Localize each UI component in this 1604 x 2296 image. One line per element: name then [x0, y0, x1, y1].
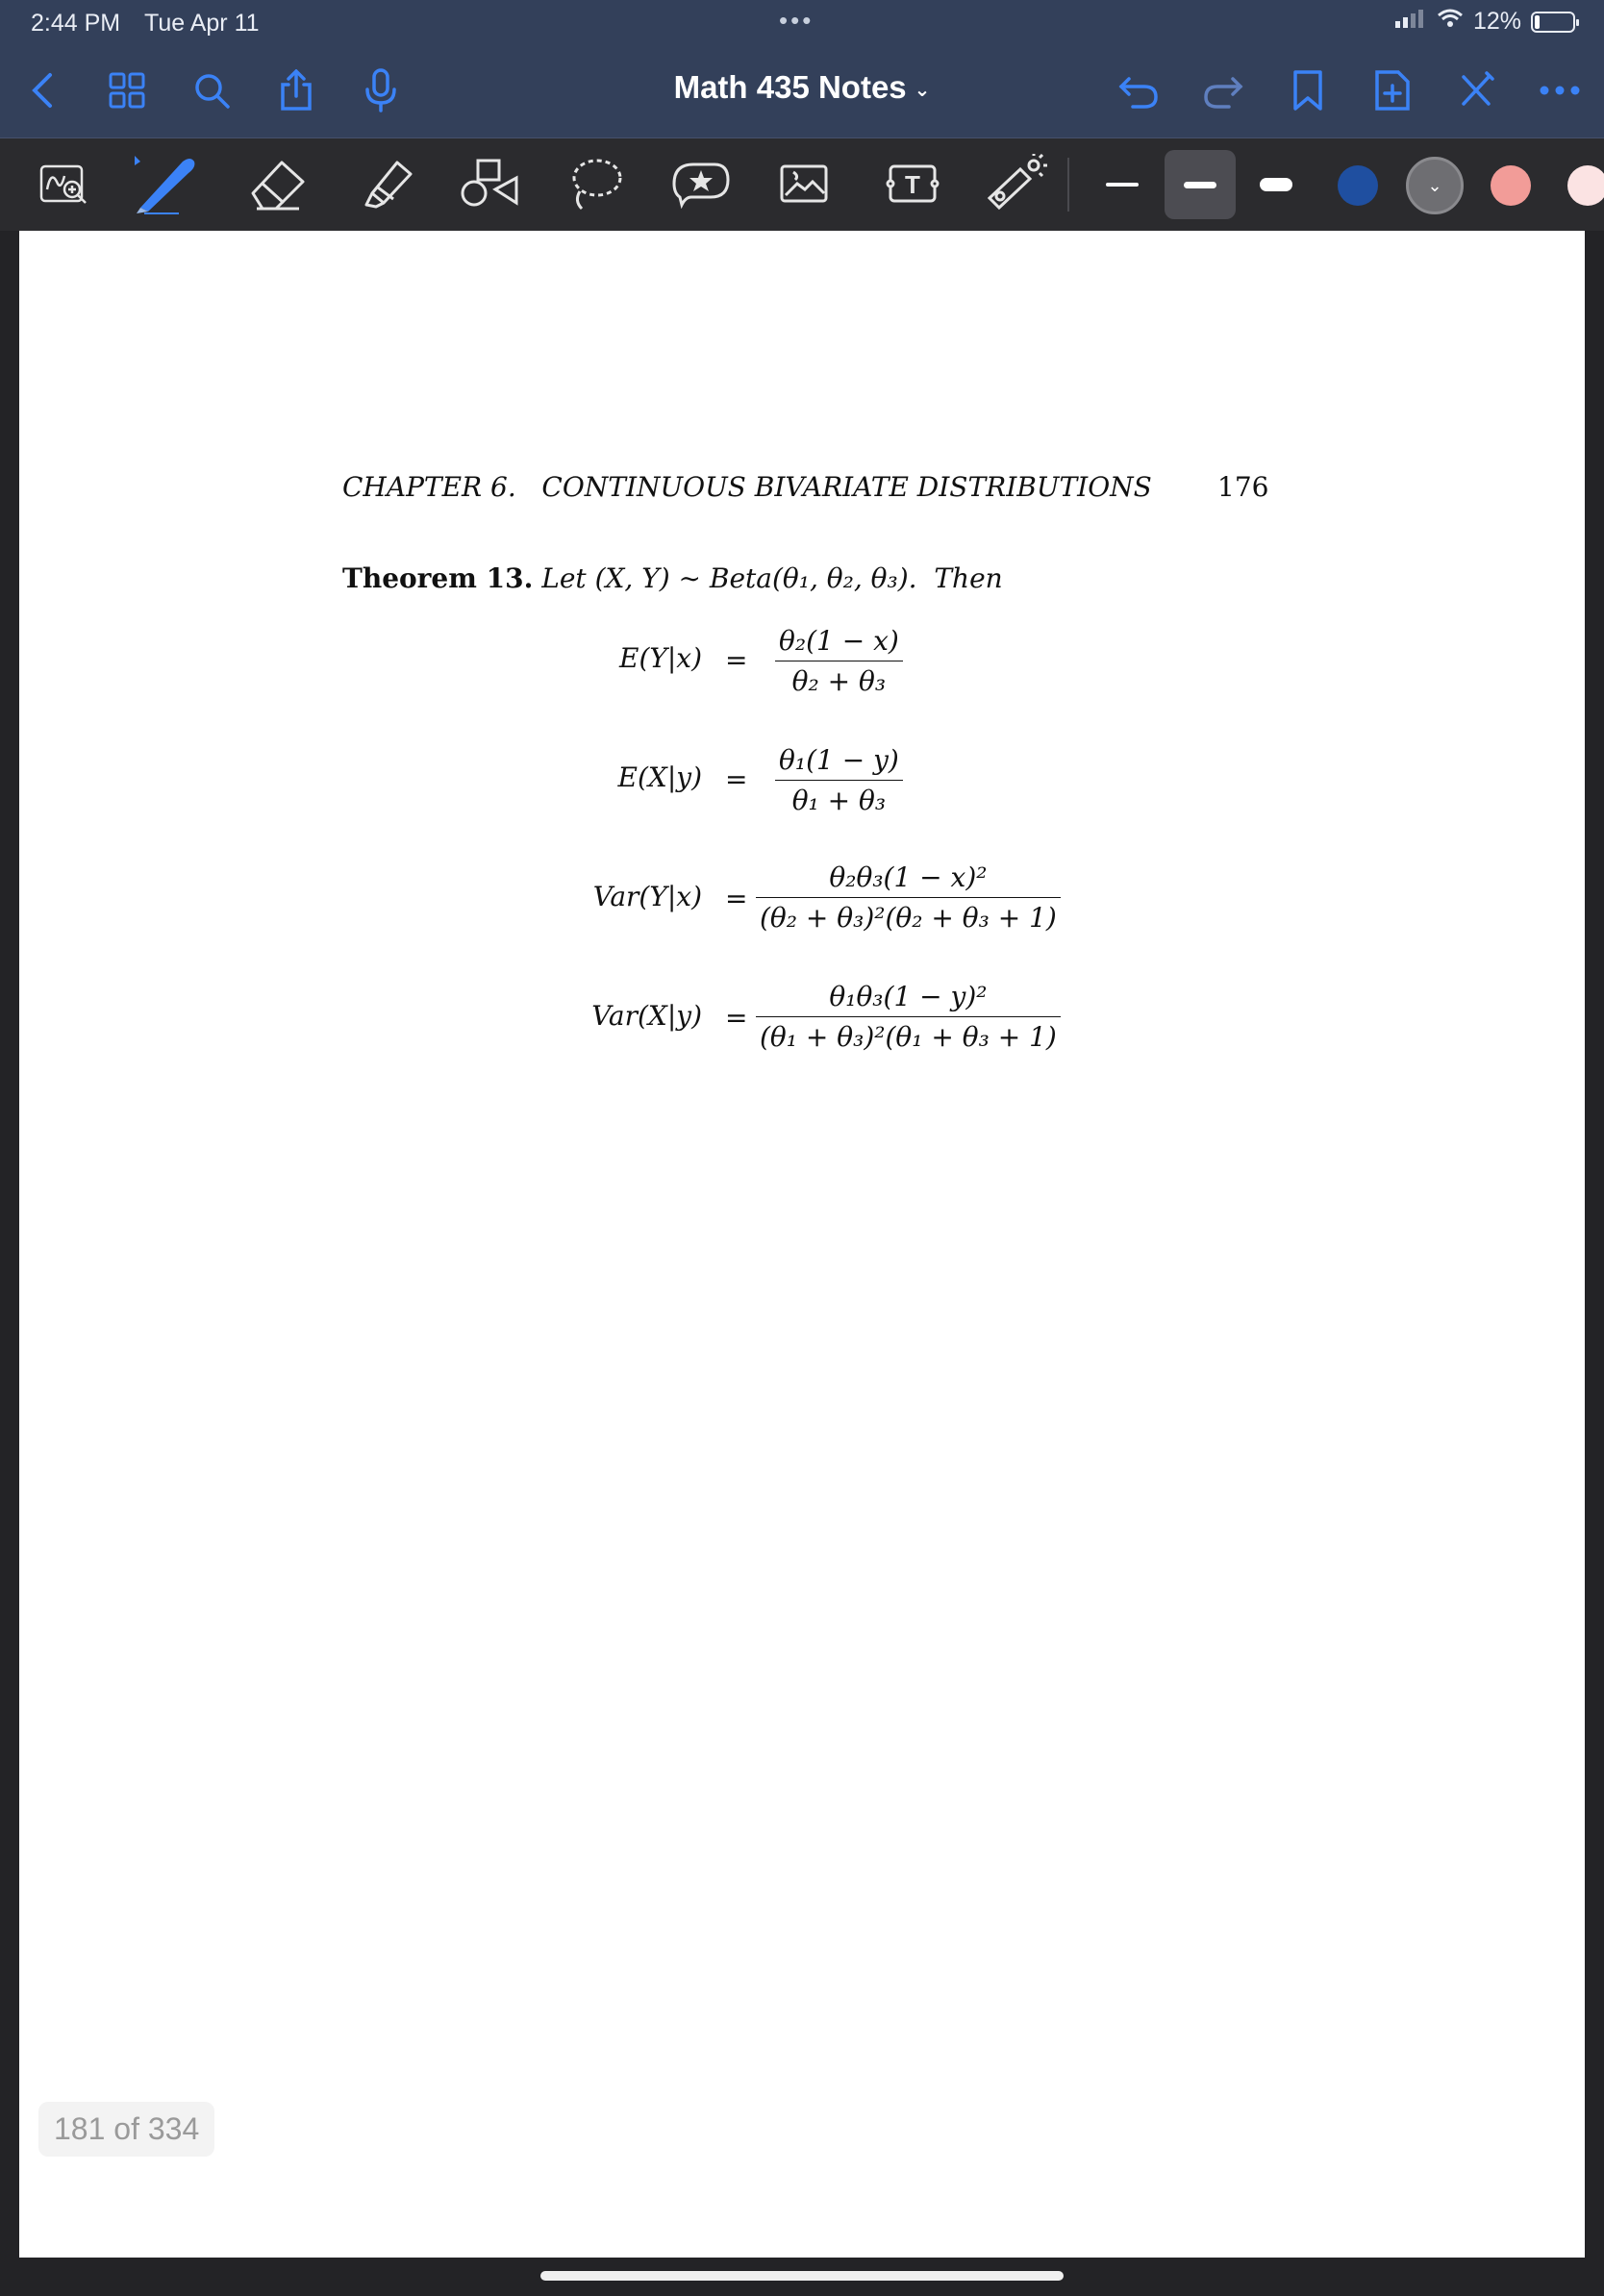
- equation-lhs: E(Y|x): [619, 642, 702, 674]
- stroke-thin-option[interactable]: [1087, 150, 1158, 219]
- eraser-icon[interactable]: [240, 150, 315, 217]
- stroke-medium-option[interactable]: [1165, 150, 1236, 219]
- more-icon[interactable]: [1537, 65, 1583, 115]
- equals-sign: =: [725, 644, 748, 676]
- close-tools-icon[interactable]: [1454, 65, 1500, 115]
- fraction-numerator: θ₂θ₃(1 − x)²: [829, 861, 988, 893]
- fraction-denominator: (θ₂ + θ₃)²(θ₂ + θ₃ + 1): [760, 902, 1057, 934]
- text-box-icon[interactable]: [875, 150, 950, 217]
- redo-icon[interactable]: [1200, 65, 1246, 115]
- equation-lhs: Var(X|y): [591, 1000, 702, 1032]
- laser-pointer-icon[interactable]: [979, 150, 1054, 217]
- color-picker-button[interactable]: [1406, 157, 1464, 214]
- equation-lhs: Var(Y|x): [592, 881, 702, 912]
- running-head: CHAPTER 6. CONTINUOUS BIVARIATE DISTRIBUTIONS: [342, 471, 1152, 503]
- image-icon[interactable]: [767, 150, 842, 217]
- battery-icon: [1531, 12, 1575, 33]
- fraction-numerator: θ₂(1 − x): [779, 625, 899, 657]
- status-time: 2:44 PM: [31, 10, 121, 37]
- undo-icon[interactable]: [1115, 65, 1162, 115]
- color-swatch-light-pink[interactable]: [1567, 165, 1604, 206]
- equation-lhs: E(X|y): [617, 761, 702, 793]
- bookmark-icon[interactable]: [1285, 65, 1331, 115]
- equals-sign: =: [725, 1002, 748, 1034]
- document-title-text: Math 435 Notes: [673, 69, 907, 105]
- highlighter-icon[interactable]: [348, 150, 423, 217]
- wifi-icon: [1437, 8, 1464, 36]
- navigation-bar: [0, 46, 1604, 138]
- fraction-numerator: θ₁θ₃(1 − y)²: [829, 981, 988, 1012]
- chevron-down-icon: ⌄: [914, 79, 931, 101]
- stroke-thick-option[interactable]: [1241, 150, 1312, 219]
- battery-percent: 12%: [1472, 8, 1521, 35]
- page-indicator: 181 of 334: [38, 2102, 214, 2157]
- equation-fraction: [756, 981, 1061, 1053]
- multitasking-dots[interactable]: •••: [779, 6, 815, 35]
- toolbar-divider: [1067, 158, 1069, 212]
- zoom-window-icon[interactable]: [27, 150, 102, 217]
- fraction-denominator: (θ₁ + θ₃)²(θ₁ + θ₃ + 1): [760, 1021, 1057, 1053]
- color-swatch-blue[interactable]: [1338, 165, 1378, 206]
- fraction-denominator: θ₂ + θ₃: [791, 665, 887, 697]
- status-right: [1394, 8, 1575, 36]
- equation-fraction: [756, 861, 1061, 934]
- shapes-icon[interactable]: [452, 150, 527, 217]
- status-bar: [0, 0, 1604, 46]
- equals-sign: =: [725, 763, 748, 795]
- document-page[interactable]: [19, 231, 1585, 2258]
- fraction-numerator: θ₁(1 − y): [779, 744, 899, 776]
- add-page-icon[interactable]: [1369, 65, 1416, 115]
- color-swatch-pink[interactable]: [1491, 165, 1531, 206]
- theorem-statement: Let (X, Y) ∼ Beta(θ₁, θ₂, θ₃). Then: [541, 562, 1003, 594]
- theorem-label: Theorem 13.: [342, 562, 534, 594]
- equation-fraction: [775, 744, 903, 816]
- fraction-denominator: θ₁ + θ₃: [791, 785, 887, 816]
- status-date: Tue Apr 11: [144, 10, 260, 37]
- cellular-signal-icon: [1394, 8, 1427, 36]
- equals-sign: =: [725, 883, 748, 914]
- page-number: 176: [1217, 471, 1269, 503]
- elements-icon[interactable]: [664, 150, 739, 217]
- lasso-icon[interactable]: [558, 150, 633, 217]
- svg-text:T: T: [905, 170, 920, 199]
- pen-icon[interactable]: [125, 150, 200, 217]
- home-indicator[interactable]: [540, 2271, 1064, 2281]
- document-title[interactable]: [0, 69, 1604, 106]
- theorem-heading: [342, 562, 1003, 594]
- chevron-down-icon: ⌄: [1427, 175, 1442, 195]
- equation-fraction: [775, 625, 903, 697]
